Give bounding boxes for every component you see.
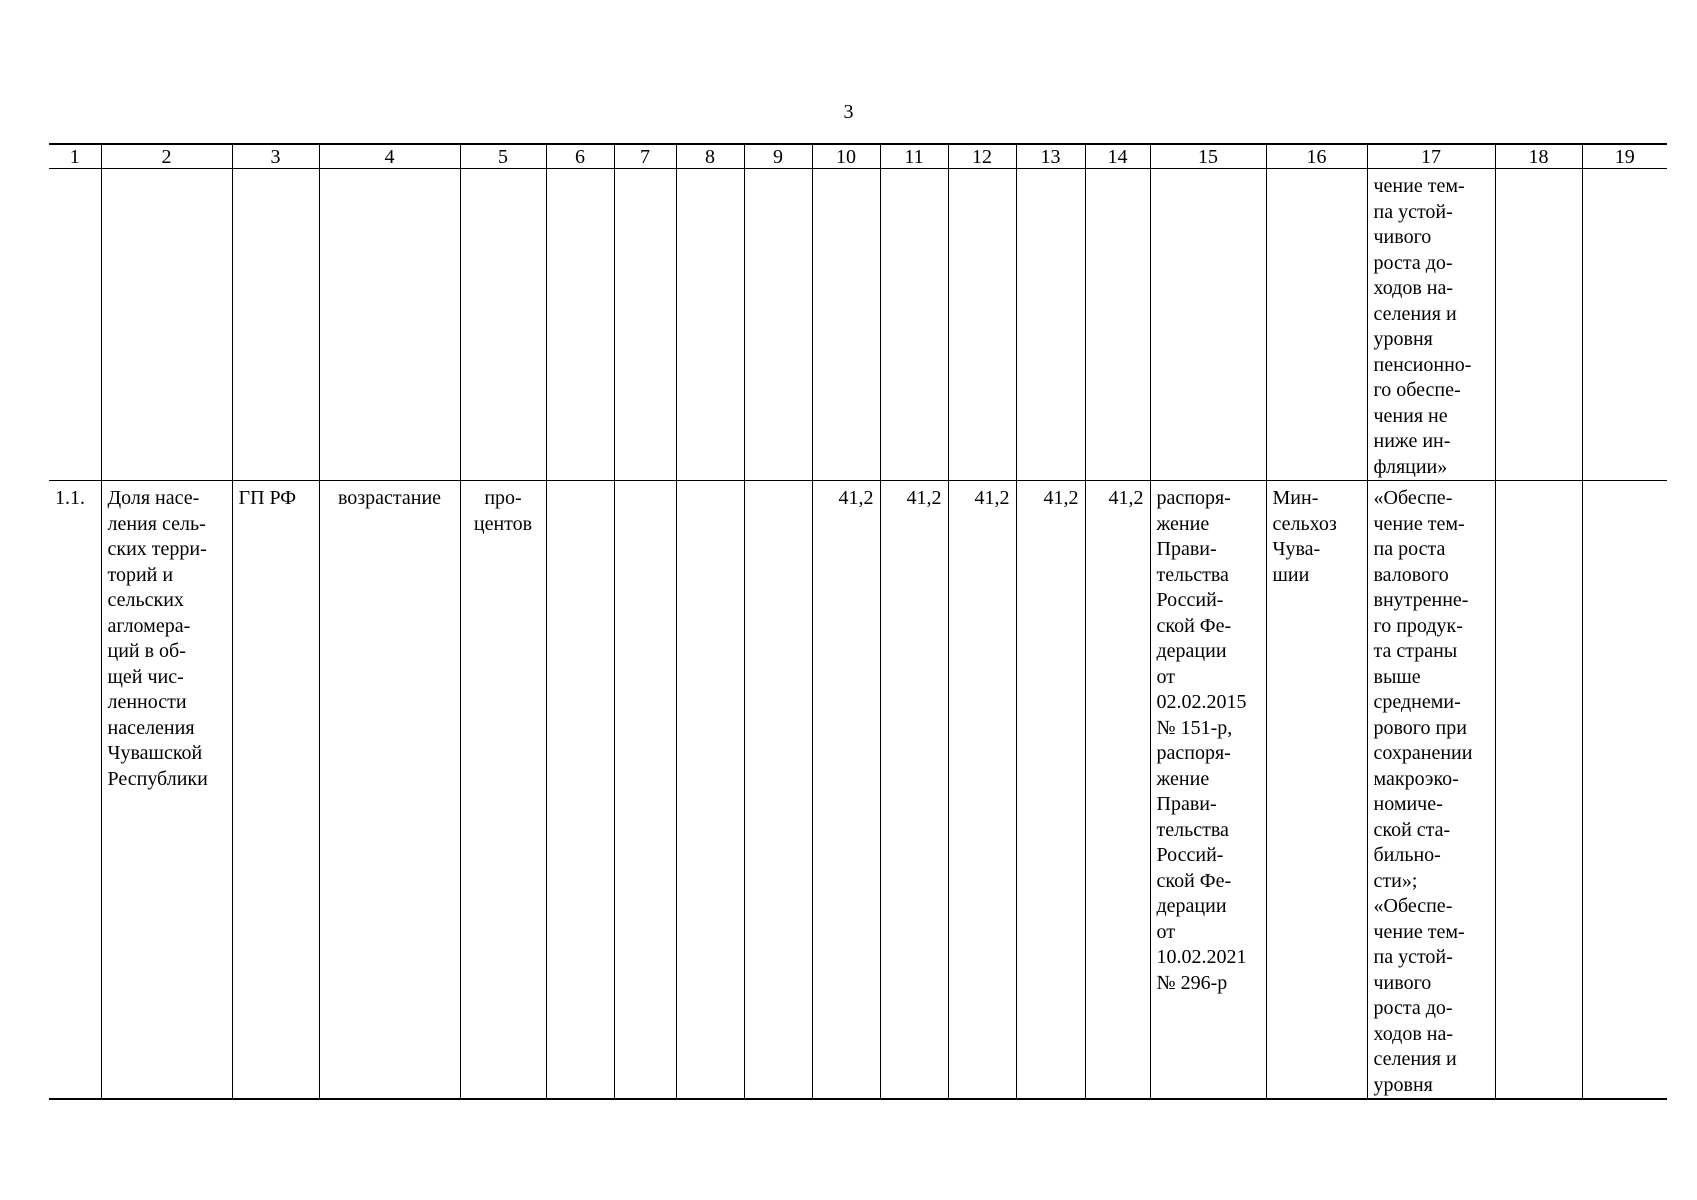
responsible-executor: Мин- сельхоз Чува- шии [1266,481,1367,1100]
indicator-name: Доля насе- ления сель- ских терри- торий и сельских агломера- ций в об- щей чис- ленности населения Чувашской Республики [101,481,232,1100]
table-cell [1495,169,1582,481]
table-cell [1582,481,1667,1100]
table-cell [546,481,614,1100]
column-header-12: 12 [948,144,1016,169]
table-cell [1150,169,1266,481]
value-col-14: 41,2 [1085,481,1150,1100]
unit-of-measure: про- центов [460,481,546,1100]
table-cell [546,169,614,481]
value-col-11: 41,2 [880,481,948,1100]
table-cell [812,169,880,481]
page-number: 3 [843,101,854,123]
row-number: 1.1. [49,481,101,1100]
column-number-row [49,144,1667,169]
column-header-5: 5 [460,144,546,169]
column-header-8: 8 [676,144,744,169]
table-cell [880,169,948,481]
column-header-9: 9 [744,144,812,169]
table-cell [1266,169,1367,481]
legal-documents: распоря- жение Прави- тельства Россий- ской Фе- дерации от 02.02.2015 № 151-р, распоря- жение Прави- тельства Россий- ской Фе- дерации от 10.02.2021 № 296-р [1150,481,1266,1100]
table-row-1-1 [49,481,1667,1100]
goal-continuation-text: чение тем- па устой- чивого роста до- ходов на- селения и уровня пенсионно- го обеспе- чения не ниже ин- фляции» [1367,169,1495,481]
table-cell [460,169,546,481]
table-row-continuation [49,169,1667,481]
indicator-level: ГП РФ [232,481,319,1100]
table-cell [49,169,101,481]
column-header-16: 16 [1266,144,1367,169]
column-header-14: 14 [1085,144,1150,169]
column-header-13: 13 [1016,144,1085,169]
column-header-10: 10 [812,144,880,169]
table-cell [232,169,319,481]
indicator-trend: возрастание [319,481,460,1100]
column-header-19: 19 [1582,144,1667,169]
column-header-6: 6 [546,144,614,169]
table-cell [948,169,1016,481]
table-cell [676,169,744,481]
column-header-11: 11 [880,144,948,169]
table-cell [614,169,676,481]
table-cell [676,481,744,1100]
table-cell [614,481,676,1100]
column-header-1: 1 [49,144,101,169]
column-header-18: 18 [1495,144,1582,169]
table-cell [101,169,232,481]
value-col-12: 41,2 [948,481,1016,1100]
value-col-10: 41,2 [812,481,880,1100]
table-cell [744,169,812,481]
column-header-17: 17 [1367,144,1495,169]
column-header-2: 2 [101,144,232,169]
column-header-15: 15 [1150,144,1266,169]
table-cell [1582,169,1667,481]
value-col-13: 41,2 [1016,481,1085,1100]
column-header-4: 4 [319,144,460,169]
column-header-3: 3 [232,144,319,169]
indicators-table [49,143,1667,1100]
table-cell [744,481,812,1100]
table-cell [1085,169,1150,481]
table-cell [319,169,460,481]
column-header-7: 7 [614,144,676,169]
table-cell [1495,481,1582,1100]
table-cell [1016,169,1085,481]
national-goals: «Обеспе- чение тем- па роста валового внутренне- го продук- та страны выше среднеми- рового при сохранении макроэко- номиче- ской ста- бильно- сти»; «Обеспе- чение тем- па устой- чивого роста до- ходов на- селения и уровня [1367,481,1495,1100]
